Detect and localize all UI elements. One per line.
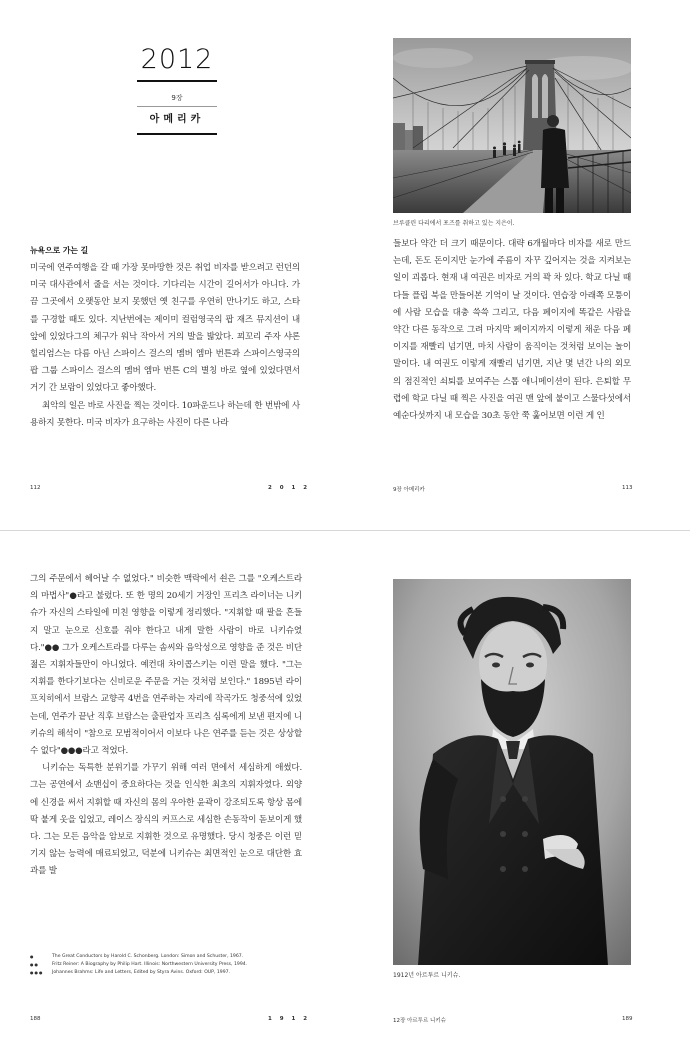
footnote bbox=[30, 961, 350, 969]
chapter-header bbox=[137, 40, 217, 135]
paragraph: 그의 주문에서 헤어날 수 없었다." 비슷한 맥락에서 쇤은 그를 "오케스트라의 마법사"●라고 불렀다. 또 한 명의 20세기 거장인 프리츠 라이너는 니키슈가 자신의 스타일에 미친 영향을 이렇게 정리했다. "지휘할 때 팔을 흔들지 말고 눈으로 신호를 줘야 한다고 내게 말한 사람이 바로 니키슈였다."●● 그가 오케스트라를 다루는 솜씨와 음악성으로 영향을 준 것은 비단 젊은 지휘자들만이 아니었다. 예컨대 차이콥스키는 이런 말을 했다. "그는 지휘를 한다기보다는 신비로운 주문을 거는 것처럼 보인다." 1895년 라이프치히에서 브람스 교향곡 4번을 연주하는 자리에 작곡가도 청중석에 있었는데, 연주가 끝난 직후 브람스는 출판업자 프리츠 심록에게 보낸 편지에 니키슈의 해석이 "참으로 모범적이어서 이보다 나은 연주를 듣는 것은 상상할 수 없다"●●●라고 적었다. bbox=[30, 574, 302, 757]
page-number-right: 189 bbox=[622, 1016, 633, 1022]
running-head-left: 1 9 1 2 bbox=[268, 1016, 311, 1022]
page-number-right: 113 bbox=[622, 485, 633, 491]
right-text-column bbox=[393, 236, 631, 425]
footnote-mark: ●● bbox=[30, 962, 39, 967]
portrait-photo-caption: 1912년 아르투르 니키슈. bbox=[393, 972, 461, 979]
section-heading: 뉴욕으로 가는 길 bbox=[30, 246, 89, 255]
bridge-photo-caption: 브루클린 다리에서 포즈를 취하고 있는 지은이. bbox=[393, 220, 515, 227]
running-head-right: 9장 아메리카 bbox=[393, 487, 425, 493]
bridge-photo-image bbox=[393, 38, 631, 213]
page-number-left: 188 bbox=[30, 1016, 41, 1022]
footnote-mark: ● bbox=[30, 954, 35, 959]
footnote bbox=[30, 953, 350, 961]
paragraph: 최악의 일은 바로 사진을 찍는 것이다. 10파운드나 하는데 한 번밖에 사용하지 못한다. 미국 비자가 요구하는 사진이 다른 나라 bbox=[30, 400, 300, 428]
top-spread bbox=[0, 0, 690, 530]
footnote-text: Johannes Brahms: Life and Letters, Edited by Styra Avins. Oxford: OUP, 1997. bbox=[52, 970, 231, 975]
page-number-left: 112 bbox=[30, 485, 41, 491]
body-text-column bbox=[30, 571, 302, 881]
portrait-photo-image bbox=[393, 579, 631, 965]
chapter-title: 아메리카 bbox=[149, 114, 205, 125]
left-text-column bbox=[30, 260, 300, 432]
footnote-text: Fritz Reiner: A Biography by Philip Hart. Illinois: Northwestern University Press, 1994. bbox=[52, 962, 248, 967]
chapter-number: 9장 bbox=[171, 94, 183, 102]
running-head-right: 12장 아르투르 니키슈 bbox=[393, 1018, 446, 1024]
paragraph: 니키슈는 독특한 분위기를 가꾸기 위해 여러 면에서 세심하게 애썼다. 그는 공연에서 쇼맨십이 중요하다는 것을 인식한 최초의 지휘자였다. 외양에 신경을 써서 지휘할 때 자신의 몸의 우아한 윤곽이 강조되도록 항상 몸에 딱 붙게 옷을 입었고, 레이스 장식의 커프스로 세심한 손동작이 돋보이게 했다. 그는 모든 음악을 암보로 지휘한 것으로 유명했다. 당시 청중은 이런 믿기지 않는 능력에 매료되었고, 덕분에 니키슈는 최면적인 눈으로 대단한 효과를 발 bbox=[30, 763, 302, 877]
footnote-text: The Great Conductors by Harold C. Schonberg. London: Simon and Schuster, 1967. bbox=[52, 954, 244, 959]
footnotes bbox=[30, 953, 350, 977]
chapter-year: 2012 bbox=[140, 44, 214, 75]
footnote bbox=[30, 969, 350, 977]
chapter-rule-bottom bbox=[137, 133, 217, 135]
running-head-left: 2 0 1 2 bbox=[268, 485, 311, 491]
paragraph: 들보다 약간 더 크기 때문이다. 대략 6개월마다 비자를 새로 만드는데, 돈도 돈이지만 눈가에 주름이 자꾸 깊어지는 것을 지켜보는 일이 괴롭다. 현재 내 여권은 비자로 거의 꽉 차 있다. 학교 다닐 때 다들 플립 북을 만들어본 기억이 날 것이다. 연습장 아래쪽 모퉁이에 사람 모습을 대충 쓱쓱 그리고, 다음 페이지에 똑같은 사람을 약간 다른 동작으로 그려 마지막 페이지까지 이렇게 채운 다음 페이지를 재빨리 넘기면, 마치 사람이 움직이는 것처럼 보이는 놀이 말이다. 내 여권도 이렇게 재빨리 넘기면, 지난 몇 년간 나의 외모의 점진적인 쇠퇴를 보여주는 스톱 애니메이션이 된다. 은퇴할 무렵에 학교 다닐 때 찍은 사진을 여권 맨 앞에 붙이고 스물다섯에서 예순다섯까지 내 모습을 30초 동안 쭉 훑어보면 이런 게 인 bbox=[393, 239, 631, 422]
portrait-photo bbox=[393, 579, 631, 965]
footnote-mark: ●●● bbox=[30, 970, 44, 975]
paragraph: 미국에 연주여행을 갈 때 가장 못마땅한 것은 취업 비자를 받으려고 런던의 미국 대사관에서 줄을 서는 것이다. 기다리는 시간이 길어서가 아니다. 가끔 그곳에서 오랫동안 보지 못했던 옛 친구를 우연히 만나기도 하고, 스타를 구경할 때도 있다. 지난번에는 제이미 컬럼영국의 팝 재즈 뮤지션이 내 앞에 있었다그의 체구가 워낙 작아서 거의 발을 밟았다. 꾀꼬리 주자 샤론 힐리엄스는 다름 아닌 스파이스 걸스의 멤버 엠마 번튼과 스파이스영국의 팝 그룹 스파이스 걸스의 멤버 엠마 번튼 C의 별칭 바로 옆에 있었다면서 거기 간 보람이 있었다고 좋아했다. bbox=[30, 263, 300, 394]
chapter-rule-top bbox=[137, 80, 217, 82]
bridge-photo bbox=[393, 38, 631, 213]
bottom-spread bbox=[0, 531, 690, 1061]
